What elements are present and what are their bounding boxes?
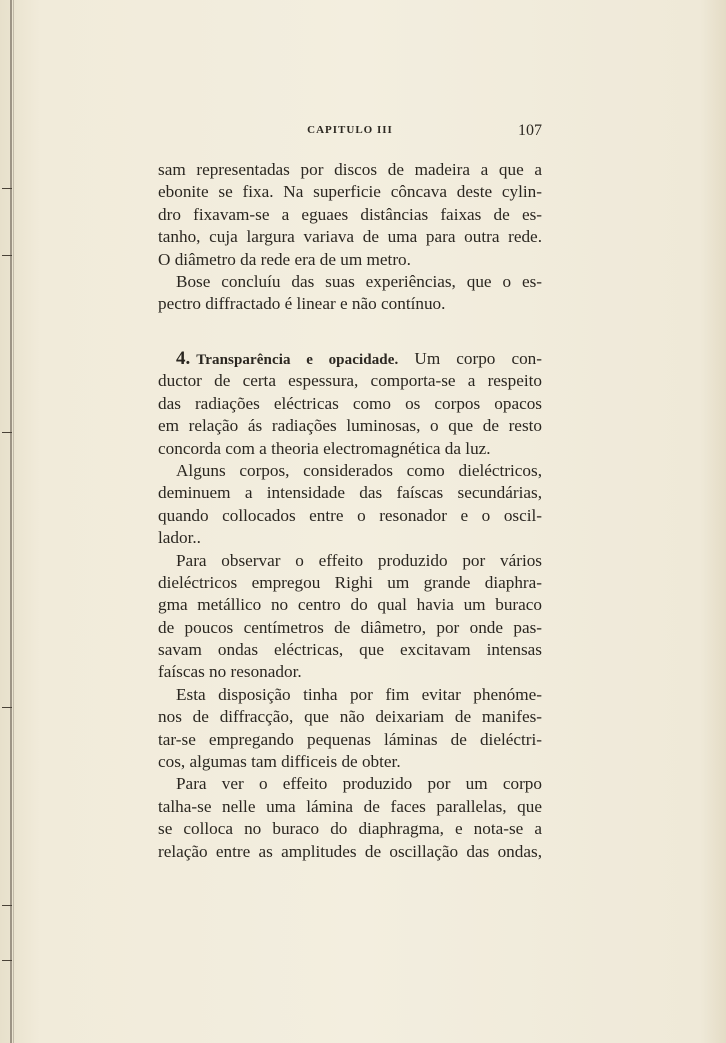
text-line: de poucos centímetros de diâmetro, por onde pas- — [158, 617, 542, 637]
text-line: ductor de certa espessura, comporta-se a respeito — [158, 371, 542, 391]
text-line: cos, algumas tam difficeis de obter. — [158, 752, 401, 772]
text-line: dieléctricos empregou Righi um grande diaphra- — [158, 572, 542, 592]
text-line: nos de diffracção, que não deixariam de manifes- — [158, 707, 542, 727]
section-number: 4. — [176, 348, 191, 369]
text-line: quando collocados entre o resonador e o oscil- — [158, 505, 542, 525]
text-line: se colloca no buraco do diaphragma, e nota-se a — [158, 819, 542, 839]
section-heading-line — [158, 348, 542, 370]
text-line: ebonite se fixa. Na superficie côncava deste cylin- — [158, 182, 542, 202]
text-line: das radiações eléctricas como os corpos opacos — [158, 393, 542, 413]
text-line: dro fixavam-se a eguaes distâncias faixas de es- — [158, 204, 542, 224]
text-fragment: Um corpo con- — [414, 349, 542, 368]
text-line: Alguns corpos, considerados como dieléctricos, — [176, 460, 542, 480]
section-transparencia — [158, 348, 542, 863]
section-title: Transparência e opacidade. — [196, 352, 399, 368]
text-line: faíscas no resonador. — [158, 662, 302, 682]
book-binding-shadow — [13, 0, 14, 1043]
text-line: relação entre as amplitudes de oscillação das ondas, — [158, 841, 542, 861]
text-line: Bose concluíu das suas experiências, que o es- — [176, 271, 542, 291]
binding-stitch — [2, 255, 12, 256]
text-line: O diâmetro da rede era de um metro. — [158, 249, 411, 269]
text-line: pectro diffractado é linear e não contínuo. — [158, 294, 446, 314]
text-line: deminuem a intensidade das faíscas secundárias, — [158, 483, 542, 503]
binding-stitch — [2, 432, 12, 433]
paragraph-block-continuation — [158, 159, 542, 316]
text-line: sam representadas por discos de madeira a que a — [158, 160, 542, 179]
page-number: 107 — [518, 122, 542, 139]
text-line: Para ver o effeito produzido por um corpo — [176, 774, 542, 794]
text-line: gma metállico no centro do qual havia um buraco — [158, 595, 542, 615]
text-line: tanho, cuja largura variava de uma para outra rede. — [158, 227, 542, 247]
page-header — [158, 124, 542, 142]
running-head: CAPITULO III — [307, 124, 393, 136]
binding-stitch — [2, 960, 12, 961]
text-line: savam ondas eléctricas, que excitavam intensas — [158, 640, 542, 660]
text-line: tar-se empregando pequenas láminas de dieléctri- — [158, 729, 542, 749]
text-line: Esta disposição tinha por fim evitar phenóme- — [176, 684, 542, 704]
text-line: em relação ás radiações luminosas, o que de resto — [158, 416, 542, 436]
text-line: concorda com a theoria electromagnética da luz. — [158, 438, 491, 458]
binding-stitch — [2, 707, 12, 708]
book-binding-edge — [10, 0, 12, 1043]
binding-stitch — [2, 905, 12, 906]
text-line: lador.. — [158, 528, 201, 548]
text-line: Para observar o effeito produzido por vários — [176, 550, 542, 570]
text-line: talha-se nelle uma lámina de faces parallelas, que — [158, 796, 542, 816]
binding-stitch — [2, 188, 12, 189]
